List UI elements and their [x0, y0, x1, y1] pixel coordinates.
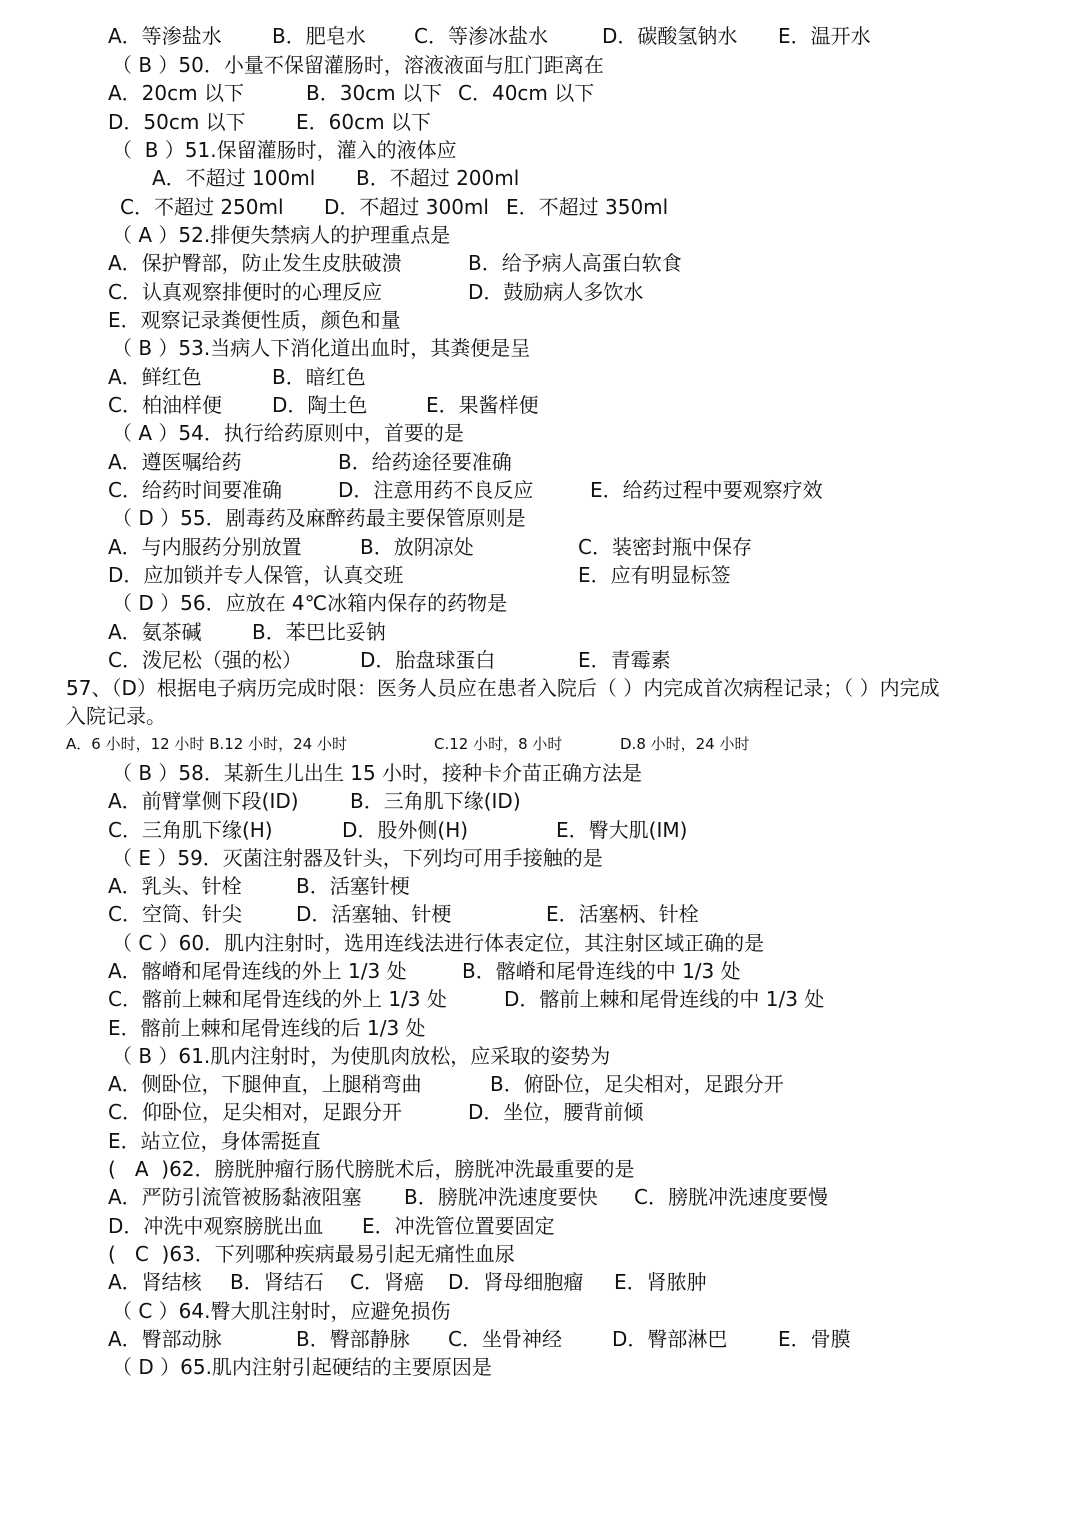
question-text: （ B ）58．某新生儿出生 15 小时，接种卡介苗正确方法是: [112, 761, 643, 785]
option: A．髂嵴和尾骨连线的外上 1/3 处: [108, 959, 407, 983]
option: D．胎盘球蛋白: [360, 648, 496, 672]
option: A．鲜红色: [108, 365, 202, 389]
option: B．暗红色: [272, 365, 366, 389]
option: B．肥皂水: [272, 24, 366, 48]
option: C．空筒、针尖: [108, 902, 242, 926]
option: A．不超过 100ml: [152, 166, 316, 190]
option: B．膀胱冲洗速度要快: [404, 1185, 598, 1209]
option: A．前臂掌侧下段(ID): [108, 789, 299, 813]
option: A．保护臀部，防止发生皮肤破溃: [108, 251, 402, 275]
option: D．活塞轴、针梗: [296, 902, 452, 926]
option: C．仰卧位，足尖相对，足跟分开: [108, 1100, 402, 1124]
question-line: [0, 1297, 1080, 1325]
option: B．臀部静脉: [296, 1327, 410, 1351]
question-line: [0, 759, 1080, 787]
answer-options-line: [0, 476, 1080, 504]
answer-options-line: [0, 1268, 1080, 1296]
question-text: （ B ）53.当病人下消化道出血时，其粪便是呈: [112, 336, 531, 360]
question-line: [0, 51, 1080, 79]
answer-options-line: [0, 618, 1080, 646]
option: D．陶土色: [272, 393, 368, 417]
option: E．给药过程中要观察疗效: [590, 478, 823, 502]
answer-options-line: [0, 561, 1080, 589]
option: D．臀部淋巴: [612, 1327, 728, 1351]
option: C．三角肌下缘(H): [108, 818, 273, 842]
answer-options-line: [0, 816, 1080, 844]
option: C．认真观察排便时的心理反应: [108, 280, 382, 304]
option: B．俯卧位，足尖相对，足跟分开: [490, 1072, 784, 1096]
question-text: ( C )63．下列哪种疾病最易引起无痛性血尿: [108, 1242, 515, 1266]
question-text: （ B ）50．小量不保留灌肠时，溶液液面与肛门距离在: [112, 53, 604, 77]
answer-options-line: [0, 1098, 1080, 1126]
option: D．注意用药不良反应: [338, 478, 534, 502]
question-line: [0, 136, 1080, 164]
option: D．应加锁并专人保管，认真交班: [108, 563, 404, 587]
answer-options-line: [0, 533, 1080, 561]
question-text: （ B ）61.肌内注射时，为使肌肉放松，应采取的姿势为: [112, 1044, 611, 1068]
option: A．氨茶碱: [108, 620, 202, 644]
answer-options-line: [0, 1070, 1080, 1098]
answer-options-line: [0, 249, 1080, 277]
question-line: [0, 419, 1080, 447]
option: D．50cm 以下: [108, 110, 246, 134]
option: E．肾脓肿: [614, 1270, 707, 1294]
option: A．臀部动脉: [108, 1327, 222, 1351]
option: E．青霉素: [578, 648, 671, 672]
question-text: （ D ）56．应放在 4℃冰箱内保存的药物是: [112, 591, 508, 615]
answer-options-line: [0, 363, 1080, 391]
option: A．肾结核: [108, 1270, 202, 1294]
answer-options-line: [0, 646, 1080, 674]
option: C.12 小时，8 小时: [434, 735, 563, 753]
question-line: [0, 221, 1080, 249]
answer-options-line: [0, 900, 1080, 928]
option: E．60cm 以下: [296, 110, 431, 134]
option: A．与内服药分别放置: [108, 535, 302, 559]
answer-options-line: [0, 448, 1080, 476]
option: C．给药时间要准确: [108, 478, 282, 502]
option: C．泼尼松（强的松）: [108, 648, 302, 672]
option: C．膀胱冲洗速度要慢: [634, 1185, 828, 1209]
option: D．肾母细胞瘤: [448, 1270, 584, 1294]
option: A．6 小时，12 小时 B.12 小时，24 小时: [66, 735, 347, 753]
option: E．臀大肌(IM): [556, 818, 688, 842]
question-text: 57、（D）根据电子病历完成时限：医务人员应在患者入院后（ ）内完成首次病程记录；（ ）内完成: [66, 676, 940, 700]
question-line: [0, 1353, 1080, 1381]
question-line: [0, 1042, 1080, 1070]
option: E．应有明显标签: [578, 563, 731, 587]
answer-options-line: [0, 22, 1080, 50]
option: B．给予病人高蛋白软食: [468, 251, 682, 275]
answer-options-line: [0, 79, 1080, 107]
option: A．严防引流管被肠黏液阻塞: [108, 1185, 362, 1209]
answer-options-line: [0, 985, 1080, 1013]
question-line: [0, 1155, 1080, 1183]
option: E．果酱样便: [426, 393, 539, 417]
option: C．髂前上棘和尾骨连线的外上 1/3 处: [108, 987, 447, 1011]
option: E．冲洗管位置要固定: [362, 1214, 555, 1238]
option: D．鼓励病人多饮水: [468, 280, 644, 304]
option: A．等渗盐水: [108, 24, 222, 48]
option: C．柏油样便: [108, 393, 222, 417]
option: D．髂前上棘和尾骨连线的中 1/3 处: [504, 987, 825, 1011]
question-line: [0, 504, 1080, 532]
question-text: （ C ）64.臀大肌注射时，应避免损伤: [112, 1299, 451, 1323]
answer-options-line: [0, 1127, 1080, 1155]
answer-options-line: [0, 193, 1080, 221]
question-line: [0, 844, 1080, 872]
answer-options-line: [0, 957, 1080, 985]
option: A．侧卧位，下腿伸直，上腿稍弯曲: [108, 1072, 422, 1096]
option: E．温开水: [778, 24, 871, 48]
option: A．乳头、针栓: [108, 874, 242, 898]
option: A．遵医嘱给药: [108, 450, 242, 474]
question-text: （ E ）59．灭菌注射器及针头，下列均可用手接触的是: [112, 846, 603, 870]
option: C．等渗冰盐水: [414, 24, 548, 48]
option: E．站立位，身体需挺直: [108, 1129, 321, 1153]
question-text: （ D ）65.肌内注射引起硬结的主要原因是: [112, 1355, 492, 1379]
question-line: [0, 674, 1080, 702]
question-line: [0, 929, 1080, 957]
answer-options-line: [0, 730, 1080, 758]
question-text: （ C ）60．肌内注射时，选用连线法进行体表定位，其注射区域正确的是: [112, 931, 765, 955]
option: D．碳酸氢钠水: [602, 24, 738, 48]
question-text: 入院记录。: [66, 704, 166, 728]
question-line: [0, 589, 1080, 617]
answer-options-line: [0, 108, 1080, 136]
answer-options-line: [0, 872, 1080, 900]
option: D．冲洗中观察膀胱出血: [108, 1214, 324, 1238]
answer-options-line: [0, 1212, 1080, 1240]
answer-options-line: [0, 1183, 1080, 1211]
question-text: ( A )62．膀胱肿瘤行肠代膀胱术后，膀胱冲洗最重要的是: [108, 1157, 635, 1181]
option: C．装密封瓶中保存: [578, 535, 752, 559]
answer-options-line: [0, 164, 1080, 192]
option: D．不超过 300ml: [324, 195, 489, 219]
option: C．40cm 以下: [458, 81, 595, 105]
question-text: （ A ）52.排便失禁病人的护理重点是: [112, 223, 451, 247]
option: E．观察记录粪便性质，颜色和量: [108, 308, 401, 332]
question-text: （ B ）51.保留灌肠时，灌入的液体应: [112, 138, 457, 162]
option: B．放阴凉处: [360, 535, 474, 559]
option: B．活塞针梗: [296, 874, 410, 898]
answer-options-line: [0, 391, 1080, 419]
answer-options-line: [0, 1325, 1080, 1353]
option: C．不超过 250ml: [120, 195, 284, 219]
option: B．30cm 以下: [306, 81, 443, 105]
option: B．三角肌下缘(ID): [350, 789, 521, 813]
question-text: （ A ）54．执行给药原则中，首要的是: [112, 421, 464, 445]
question-line: [0, 334, 1080, 362]
option: A．20cm 以下: [108, 81, 244, 105]
option: D．股外侧(H): [342, 818, 469, 842]
option: E．活塞柄、针栓: [546, 902, 699, 926]
answer-options-line: [0, 787, 1080, 815]
option: B．苯巴比妥钠: [252, 620, 386, 644]
option: C．坐骨神经: [448, 1327, 562, 1351]
option: E．骨膜: [778, 1327, 851, 1351]
answer-options-line: [0, 278, 1080, 306]
question-text: （ D ）55．剧毒药及麻醉药最主要保管原则是: [112, 506, 526, 530]
option: D．坐位，腰背前倾: [468, 1100, 644, 1124]
question-line: [0, 702, 1080, 730]
option: E．不超过 350ml: [506, 195, 669, 219]
answer-options-line: [0, 306, 1080, 334]
option: B．给药途径要准确: [338, 450, 512, 474]
option: D.8 小时，24 小时: [620, 735, 750, 753]
option: E．髂前上棘和尾骨连线的后 1/3 处: [108, 1016, 426, 1040]
option: C．肾癌: [350, 1270, 424, 1294]
option: B．不超过 200ml: [356, 166, 520, 190]
option: B．肾结石: [230, 1270, 324, 1294]
question-line: [0, 1240, 1080, 1268]
option: B．髂嵴和尾骨连线的中 1/3 处: [462, 959, 741, 983]
answer-options-line: [0, 1014, 1080, 1042]
